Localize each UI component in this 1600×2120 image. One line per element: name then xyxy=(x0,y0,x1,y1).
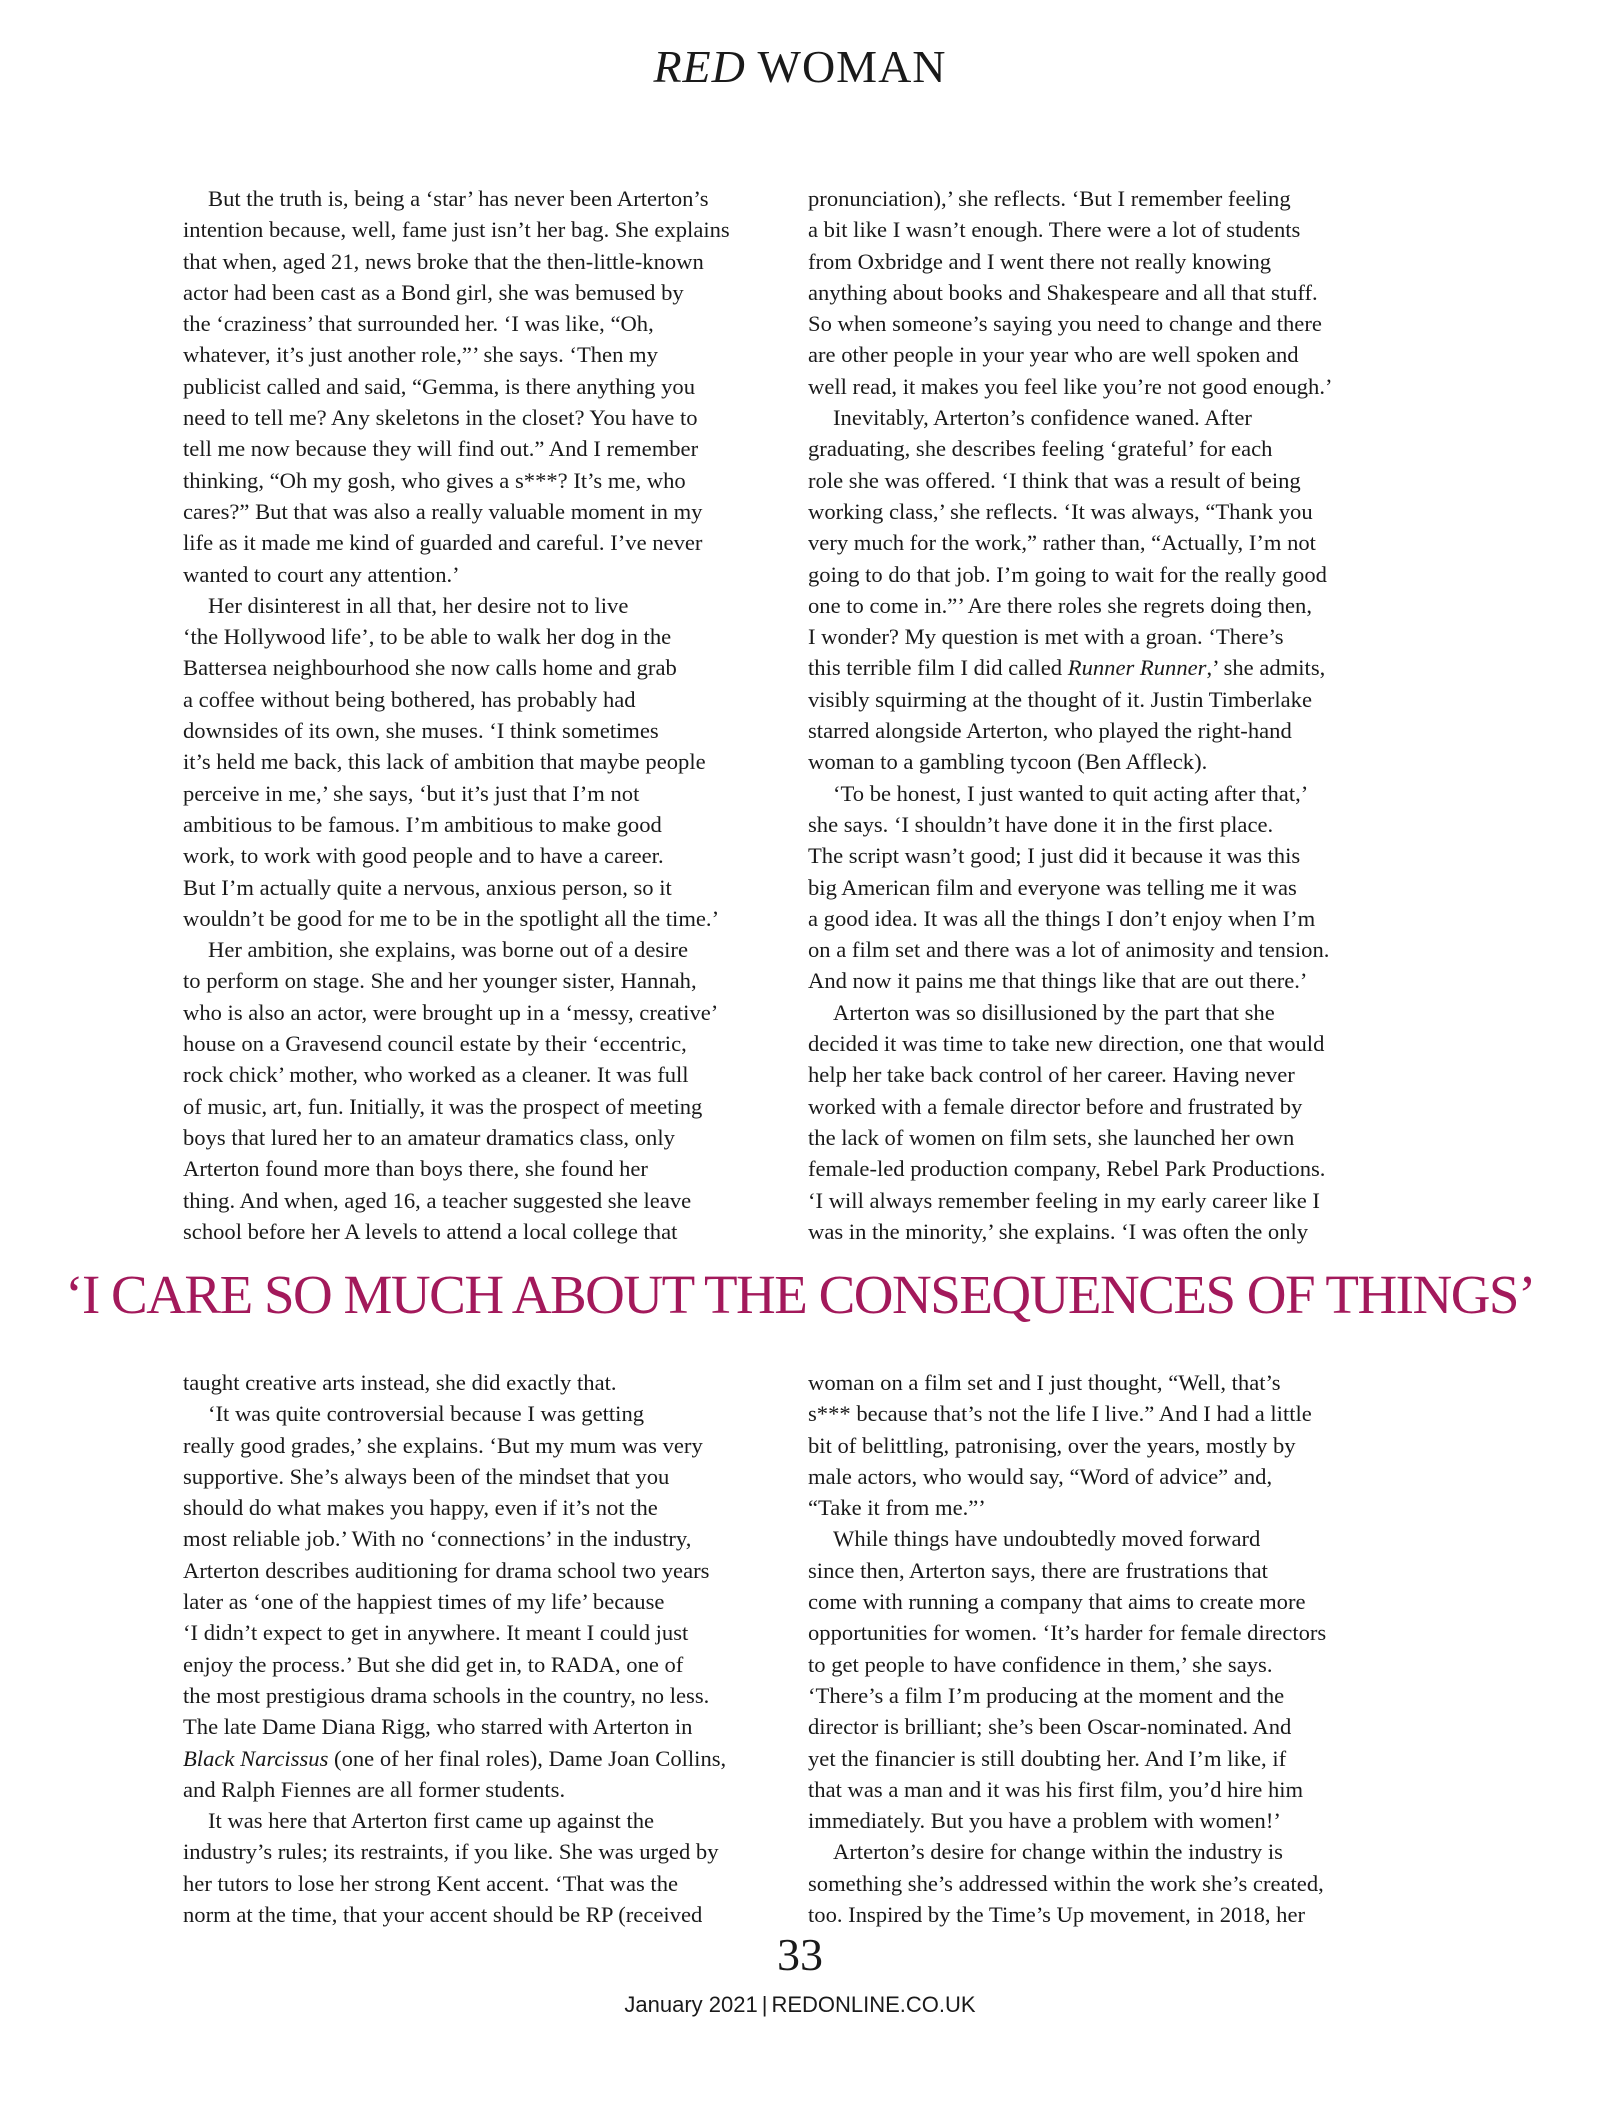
body-line: to get people to have confidence in them,’ she says. xyxy=(808,1651,1273,1677)
body-line: whatever, it’s just another role,”’ she says. ‘Then my xyxy=(183,342,658,368)
body-line: since then, Arterton says, there are frustrations that xyxy=(808,1557,1268,1583)
footer-separator: | xyxy=(761,1992,768,2017)
body-line: cares?” But that was also a really valuable moment in my xyxy=(183,498,703,524)
body-line: female-led production company, Rebel Park Productions. xyxy=(808,1156,1326,1182)
pull-quote: ‘I CARE SO MUCH ABOUT THE CONSEQUENCES OF THINGS’ xyxy=(65,1264,1535,1325)
body-line: a coffee without being bothered, has probably had xyxy=(183,686,636,712)
body-line: something she’s addressed within the work she’s created, xyxy=(808,1870,1324,1896)
body-line: The late Dame Diana Rigg, who starred with Arterton in xyxy=(183,1714,693,1740)
body-line: well read, it makes you feel like you’re not good enough.’ xyxy=(808,373,1333,399)
body-line: that when, aged 21, news broke that the then-little-known xyxy=(183,248,704,274)
body-line: So when someone’s saying you need to change and there xyxy=(808,311,1322,337)
body-line: the most prestigious drama schools in the country, no less. xyxy=(183,1682,710,1708)
body-line: rock chick’ mother, who worked as a cleaner. It was full xyxy=(183,1062,689,1088)
article-column-top-left xyxy=(183,183,798,1247)
body-line: industry’s rules; its restraints, if you like. She was urged by xyxy=(183,1839,719,1865)
body-line: supportive. She’s always been of the mindset that you xyxy=(183,1463,670,1489)
body-line: school before her A levels to attend a local college that xyxy=(183,1218,678,1244)
body-line: help her take back control of her career. Having never xyxy=(808,1062,1295,1088)
section-brand-woman: WOMAN xyxy=(745,41,947,92)
body-line: a good idea. It was all the things I don’t enjoy when I’m xyxy=(808,905,1316,931)
body-line: ambitious to be famous. I’m ambitious to make good xyxy=(183,811,662,837)
body-line: Arterton found more than boys there, she found her xyxy=(183,1156,648,1182)
body-line: I wonder? My question is met with a groan. ‘There’s xyxy=(808,624,1284,650)
body-line: Arterton describes auditioning for drama school two years xyxy=(183,1557,710,1583)
body-line: anything about books and Shakespeare and all that stuff. xyxy=(808,279,1318,305)
body-line: too. Inspired by the Time’s Up movement, in 2018, her xyxy=(808,1902,1306,1928)
body-line: Inevitably, Arterton’s confidence waned. After xyxy=(833,405,1252,431)
body-text-fragment: this terrible film I did called xyxy=(808,655,1068,681)
body-line: a bit like I wasn’t enough. There were a lot of students xyxy=(808,217,1301,243)
body-line: s*** because that’s not the life I live.” And I had a little xyxy=(808,1401,1312,1427)
body-line: was in the minority,’ she explains. ‘I was often the only xyxy=(808,1218,1309,1244)
body-line: need to tell me? Any skeletons in the closet? You have to xyxy=(183,405,698,431)
body-line: her tutors to lose her strong Kent accent. ‘That was the xyxy=(183,1870,679,1896)
body-line: decided it was time to take new direction, one that would xyxy=(808,1031,1325,1057)
body-line: But I’m actually quite a nervous, anxious person, so it xyxy=(183,874,672,900)
body-line-with-film-title xyxy=(183,1743,798,1774)
body-line: opportunities for women. ‘It’s harder for female directors xyxy=(808,1620,1327,1646)
body-line: ‘There’s a film I’m producing at the moment and the xyxy=(808,1682,1285,1708)
body-line: director is brilliant; she’s been Oscar-nominated. And xyxy=(808,1714,1292,1740)
body-line: Arterton’s desire for change within the industry is xyxy=(833,1839,1283,1865)
body-line: male actors, who would say, “Word of advice” and, xyxy=(808,1463,1273,1489)
page-number: 33 xyxy=(777,1929,823,1980)
body-line: really good grades,’ she explains. ‘But my mum was very xyxy=(183,1432,703,1458)
website-url: REDONLINE.CO.UK xyxy=(771,1992,976,2017)
body-line: of music, art, fun. Initially, it was the prospect of meeting xyxy=(183,1093,703,1119)
body-line: starred alongside Arterton, who played the right-hand xyxy=(808,718,1292,744)
body-line: one to come in.”’ Are there roles she regrets doing then, xyxy=(808,592,1313,618)
body-line: perceive in me,’ she says, ‘but it’s just that I’m not xyxy=(183,780,640,806)
body-line: downsides of its own, she muses. ‘I think sometimes xyxy=(183,718,659,744)
body-line: ‘the Hollywood life’, to be able to walk her dog in the xyxy=(183,624,672,650)
body-line: yet the financier is still doubting her. And I’m like, if xyxy=(808,1745,1287,1771)
body-line: come with running a company that aims to create more xyxy=(808,1589,1306,1615)
body-line: that was a man and it was his first film, you’d hire him xyxy=(808,1776,1304,1802)
article-column-bottom-left xyxy=(183,1367,798,1930)
body-line: boys that lured her to an amateur dramatics class, only xyxy=(183,1124,675,1150)
body-line: life as it made me kind of guarded and careful. I’ve never xyxy=(183,530,703,556)
body-line: it’s held me back, this lack of ambition that maybe people xyxy=(183,749,706,775)
section-brand-red: RED xyxy=(653,41,746,92)
article-column-top-right xyxy=(808,183,1423,1247)
body-line: visibly squirming at the thought of it. Justin Timberlake xyxy=(808,686,1312,712)
body-line: role she was offered. ‘I think that was a result of being xyxy=(808,467,1301,493)
body-line: Her ambition, she explains, was borne out of a desire xyxy=(208,937,688,963)
body-line: While things have undoubtedly moved forward xyxy=(833,1526,1261,1552)
body-line: big American film and everyone was telling me it was xyxy=(808,874,1297,900)
body-line: who is also an actor, were brought up in a ‘messy, creative’ xyxy=(183,999,719,1025)
body-line: she says. ‘I shouldn’t have done it in the first place. xyxy=(808,811,1274,837)
body-line: Battersea neighbourhood she now calls home and grab xyxy=(183,655,677,681)
body-line: woman on a film set and I just thought, “Well, that’s xyxy=(808,1370,1281,1395)
body-line: are other people in your year who are well spoken and xyxy=(808,342,1299,368)
body-line: graduating, she describes feeling ‘grateful’ for each xyxy=(808,436,1273,462)
body-line: the lack of women on film sets, she launched her own xyxy=(808,1124,1295,1150)
body-line: publicist called and said, “Gemma, is there anything you xyxy=(183,373,695,399)
body-text-fragment: (one of her final roles), Dame Joan Collins, xyxy=(328,1745,727,1771)
body-line: work, to work with good people and to have a career. xyxy=(183,843,664,869)
body-line: And now it pains me that things like that are out there.’ xyxy=(808,968,1308,994)
body-line: should do what makes you happy, even if it’s not the xyxy=(183,1495,658,1521)
body-line: the ‘craziness’ that surrounded her. ‘I was like, “Oh, xyxy=(183,311,654,337)
body-line: But the truth is, being a ‘star’ has never been Arterton’s xyxy=(208,186,709,211)
body-line: on a film set and there was a lot of animosity and tension. xyxy=(808,937,1330,963)
body-line: later as ‘one of the happiest times of my life’ because xyxy=(183,1589,665,1615)
body-line: house on a Gravesend council estate by their ‘eccentric, xyxy=(183,1031,687,1057)
film-title-italic: Runner Runner xyxy=(1067,655,1207,681)
body-text-fragment: ,’ she admits, xyxy=(1206,655,1326,681)
issue-date: January 2021 xyxy=(624,1992,758,2017)
body-line: and Ralph Fiennes are all former students. xyxy=(183,1776,566,1802)
body-line: ‘To be honest, I just wanted to quit acting after that,’ xyxy=(833,780,1309,806)
body-line: It was here that Arterton first came up against the xyxy=(208,1808,655,1834)
body-line-with-film-title xyxy=(808,652,1423,683)
body-line: pronunciation),’ she reflects. ‘But I remember feeling xyxy=(808,186,1291,211)
article-column-bottom-right xyxy=(808,1367,1423,1930)
body-line: ‘It was quite controversial because I was getting xyxy=(208,1401,645,1427)
body-line: bit of belittling, patronising, over the years, mostly by xyxy=(808,1432,1296,1458)
film-title-italic: Black Narcissus xyxy=(183,1745,329,1771)
body-line: ‘I will always remember feeling in my early career like I xyxy=(808,1187,1320,1213)
body-line: The script wasn’t good; I just did it because it was this xyxy=(808,843,1301,869)
body-line: woman to a gambling tycoon (Ben Affleck). xyxy=(808,749,1208,775)
body-line: wouldn’t be good for me to be in the spotlight all the time.’ xyxy=(183,905,720,931)
body-line: Her disinterest in all that, her desire not to live xyxy=(208,592,629,618)
body-line: thinking, “Oh my gosh, who gives a s***? It’s me, who xyxy=(183,467,686,493)
body-line: to perform on stage. She and her younger sister, Hannah, xyxy=(183,968,697,994)
body-line: working class,’ she reflects. ‘It was always, “Thank you xyxy=(808,498,1313,524)
body-line: ‘I didn’t expect to get in anywhere. It meant I could just xyxy=(183,1620,689,1646)
body-line: taught creative arts instead, she did exactly that. xyxy=(183,1370,617,1395)
body-line: intention because, well, fame just isn’t her bag. She explains xyxy=(183,217,730,243)
body-line: worked with a female director before and frustrated by xyxy=(808,1093,1303,1119)
magazine-section-header xyxy=(0,40,1600,93)
body-line: wanted to court any attention.’ xyxy=(183,561,460,587)
page-footer xyxy=(0,1992,1600,2018)
body-line: immediately. But you have a problem with women!’ xyxy=(808,1808,1281,1834)
body-line: most reliable job.’ With no ‘connections’ in the industry, xyxy=(183,1526,692,1552)
body-line: “Take it from me.”’ xyxy=(808,1495,986,1521)
body-line: actor had been cast as a Bond girl, she was bemused by xyxy=(183,279,684,305)
body-line: enjoy the process.’ But she did get in, to RADA, one of xyxy=(183,1651,684,1677)
body-line: going to do that job. I’m going to wait for the really good xyxy=(808,561,1327,587)
body-line: Arterton was so disillusioned by the part that she xyxy=(833,999,1275,1025)
body-line: thing. And when, aged 16, a teacher suggested she leave xyxy=(183,1187,692,1213)
body-line: tell me now because they will find out.” And I remember xyxy=(183,436,699,462)
body-line: norm at the time, that your accent should be RP (received xyxy=(183,1902,703,1928)
body-line: very much for the work,” rather than, “Actually, I’m not xyxy=(808,530,1316,556)
body-line: from Oxbridge and I went there not really knowing xyxy=(808,248,1272,274)
